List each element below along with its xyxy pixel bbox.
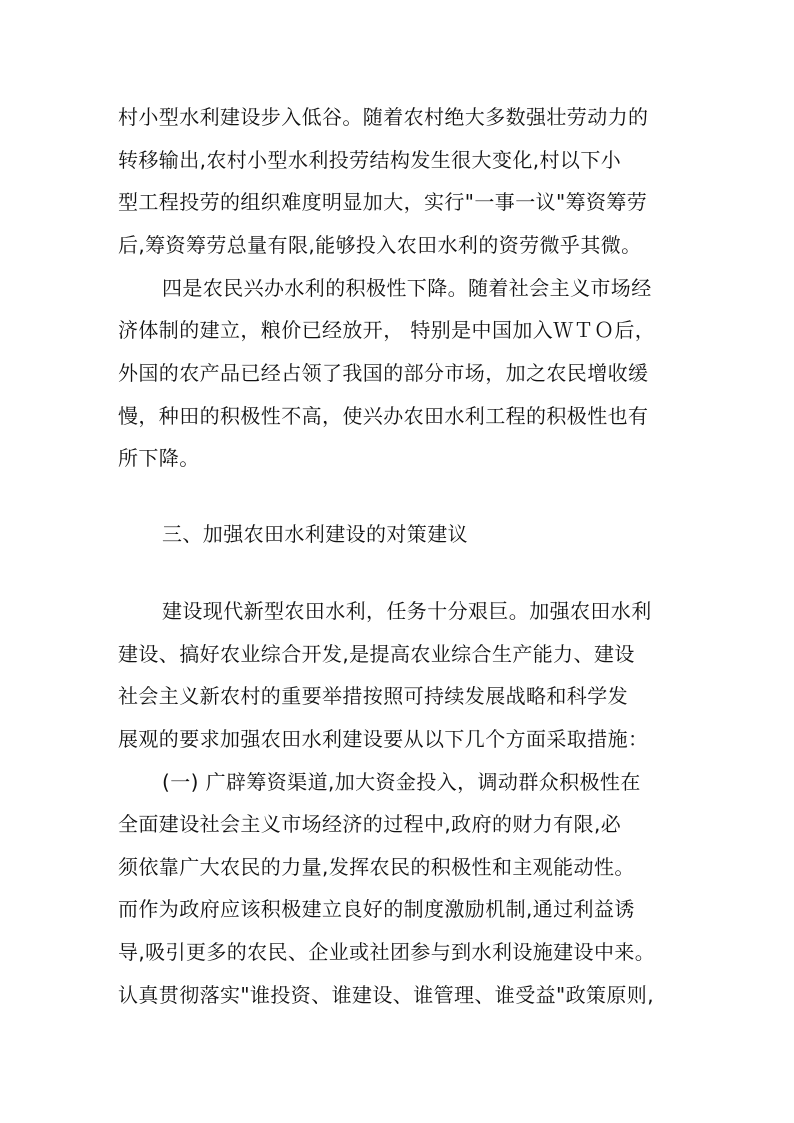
text-line: 所下降。	[118, 446, 200, 470]
text-line: 而作为政府应该积极建立良好的制度激励机制,通过利益诱	[118, 897, 635, 921]
text-line: 社会主义新农村的重要举措按照可持续发展战略和科学发	[118, 684, 628, 708]
text-line: 须依靠广大农民的力量,发挥农民的积极性和主观能动性。	[118, 855, 635, 879]
text-line: 认真贯彻落实"谁投资、谁建设、谁管理、谁受益"政策原则,	[118, 983, 654, 1007]
text-line: 转移输出,农村小型水利投劳结构发生很大变化,村以下小	[118, 148, 622, 172]
text-line: 型工程投劳的组织难度明显加大，实行"一事一议"筹资筹劳	[118, 190, 648, 214]
text-line: 全面建设社会主义市场经济的过程中,政府的财力有限,必	[118, 812, 622, 836]
section-heading: 三、加强农田水利建设的对策建议	[162, 522, 468, 546]
text-line: 四是农民兴办水利的积极性下降。随着社会主义市场经	[162, 276, 652, 300]
text-line: 导,吸引更多的农民、企业或社团参与到水利设施建设中来。	[118, 940, 656, 964]
text-line: 外国的农产品已经占领了我国的部分市场，加之农民增收缓	[118, 361, 649, 385]
text-line: 建设、搞好农业综合开发,是提高农业综合生产能力、建设	[118, 642, 635, 666]
text-line: 展观的要求加强农田水利建设要从以下几个方面采取措施：	[118, 727, 649, 751]
text-line: 慢，种田的积极性不高，使兴办农田水利工程的积极性也有	[118, 404, 649, 428]
text-line: (一) 广辟筹资渠道,加大资金投入，调动群众积极性在	[162, 770, 641, 794]
text-line: 村小型水利建设步入低谷。随着农村绝大多数强壮劳动力的	[118, 105, 649, 129]
text-line: 后,筹资筹劳总量有限,能够投入农田水利的资劳微乎其微。	[118, 233, 642, 257]
text-line: 济体制的建立，粮价已经放开， 特别是中国加入ＷＴＯ后，	[118, 318, 656, 342]
text-line: 建设现代新型农田水利，任务十分艰巨。加强农田水利	[162, 599, 652, 623]
